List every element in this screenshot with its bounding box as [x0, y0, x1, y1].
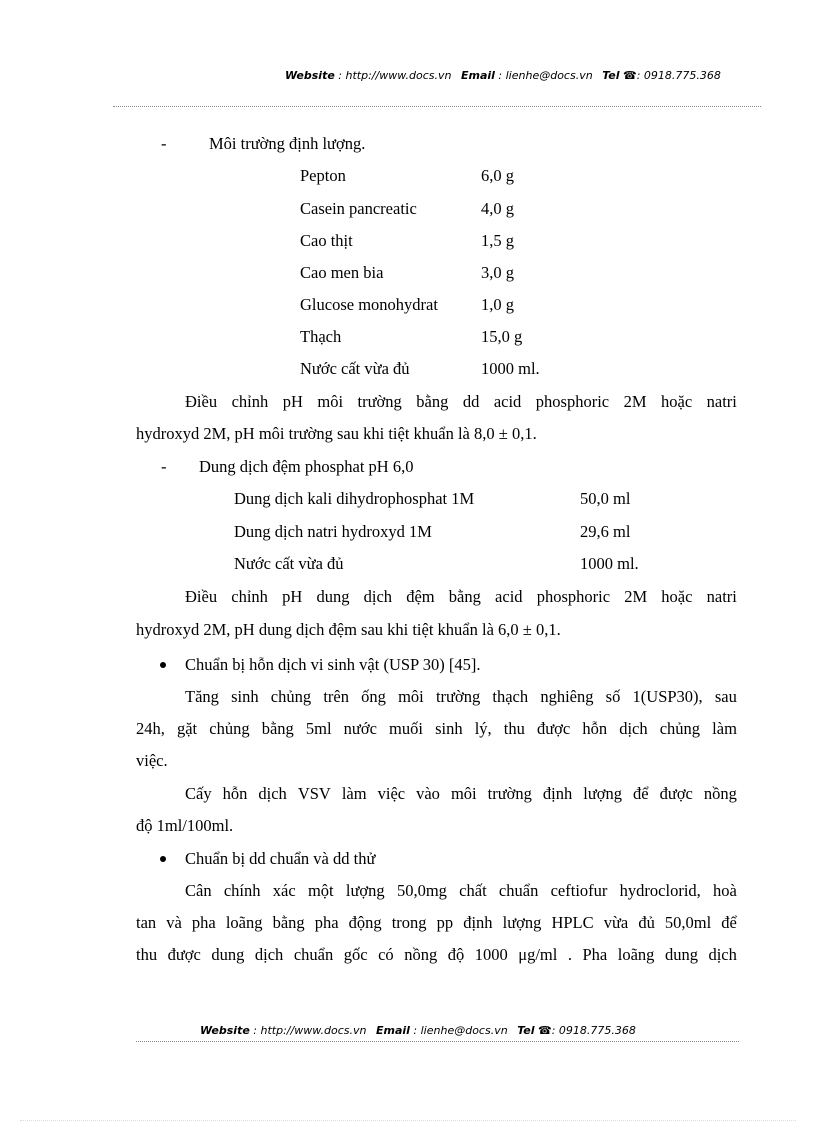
table-row-name: Nước cất vừa đủ: [234, 554, 344, 573]
phone-icon: ☎: [538, 1024, 552, 1037]
footer-website-link[interactable]: http://www.docs.vn: [260, 1024, 367, 1037]
table-row-value: 1000 ml.: [580, 554, 639, 573]
table-row-value: 3,0 g: [481, 263, 514, 282]
section4-paragraph-line: tan và pha loãng bằng pha động trong pp định lượng HPLC vừa đủ 50,0ml để: [136, 913, 737, 932]
footer-email-link[interactable]: lienhe@docs.vn: [420, 1024, 508, 1037]
table-row-name: Thạch: [300, 327, 342, 346]
header-tel-label: Tel: [602, 69, 620, 82]
page-footer: Website : http://www.docs.vn Email : lienhe@docs.vn Tel ☎: 0918.775.368: [200, 1024, 636, 1037]
table-row-name: Dung dịch natri hydroxyd 1M: [234, 522, 432, 541]
table-row-name: Pepton: [300, 166, 346, 185]
table-row-value: 6,0 g: [481, 166, 514, 185]
footer-tel-value: 0918.775.368: [558, 1024, 636, 1037]
header-website-label: Website: [285, 69, 335, 82]
section1-paragraph-line: hydroxyd 2M, pH môi trường sau khi tiệt khuẩn là 8,0 ± 0,1.: [136, 424, 537, 443]
header-email-link[interactable]: lienhe@docs.vn: [505, 69, 593, 82]
section3-paragraph-line: Cấy hỗn dịch VSV làm việc vào môi trường định lượng để được nồng: [185, 784, 737, 803]
table-row-value: 29,6 ml: [580, 522, 631, 541]
section4-bullet: [160, 856, 166, 862]
header-tel-value: 0918.775.368: [643, 69, 721, 82]
table-row-value: 4,0 g: [481, 199, 514, 218]
section3-title: Chuẩn bị hỗn dịch vi sinh vật (USP 30) [45].: [185, 655, 481, 674]
table-row-value: 1,0 g: [481, 295, 514, 314]
header-rule: [113, 106, 761, 107]
table-row-name: Cao men bia: [300, 263, 384, 282]
table-row-name: Glucose monohydrat: [300, 295, 438, 314]
footer-rule: [136, 1041, 739, 1042]
section4-title: Chuẩn bị dd chuẩn và dd thử: [185, 849, 376, 868]
section1-paragraph-line: Điều chỉnh pH môi trường bằng dd acid phosphoric 2M hoặc natri: [185, 392, 737, 411]
section3-paragraph-line: độ 1ml/100ml.: [136, 816, 234, 835]
table-row-name: Dung dịch kali dihydrophosphat 1M: [234, 489, 475, 508]
section3-paragraph-line: 24h, gặt chủng bằng 5ml nước muối sinh lý, thu được hỗn dịch chủng làm: [136, 719, 737, 738]
section2-dash: -: [161, 457, 167, 476]
section4-paragraph-line: thu được dung dịch chuẩn gốc có nồng độ 1000 μg/ml . Pha loãng dung dịch: [136, 945, 737, 964]
section3-bullet: [160, 662, 166, 668]
section1-title: Môi trường định lượng.: [209, 134, 366, 153]
table-row-value: 1,5 g: [481, 231, 514, 250]
phone-icon: ☎: [623, 69, 637, 82]
table-row-name: Casein pancreatic: [300, 199, 417, 218]
table-row-value: 1000 ml.: [481, 359, 540, 378]
section4-paragraph-line: Cân chính xác một lượng 50,0mg chất chuẩn ceftiofur hydroclorid, hoà: [185, 881, 737, 900]
section2-title: Dung dịch đệm phosphat pH 6,0: [199, 457, 414, 476]
section3-paragraph-line: việc.: [136, 751, 168, 770]
footer-email-label: Email: [375, 1024, 410, 1037]
table-row-name: Cao thịt: [300, 231, 353, 250]
section3-paragraph-line: Tăng sinh chủng trên ống môi trường thạch nghiêng số 1(USP30), sau: [185, 687, 737, 706]
section2-paragraph-line: Điều chỉnh pH dung dịch đệm bằng acid phosphoric 2M hoặc natri: [185, 587, 737, 606]
footer-website-label: Website: [200, 1024, 250, 1037]
table-row-name: Nước cất vừa đủ: [300, 359, 410, 378]
table-row-value: 15,0 g: [481, 327, 523, 346]
page-header: Website : http://www.docs.vn Email : lienhe@docs.vn Tel ☎: 0918.775.368: [285, 69, 721, 82]
header-email-label: Email: [460, 69, 495, 82]
footer-tel-label: Tel: [517, 1024, 535, 1037]
section1-dash: -: [161, 134, 167, 153]
table-row-value: 50,0 ml: [580, 489, 631, 508]
header-website-link[interactable]: http://www.docs.vn: [345, 69, 452, 82]
page-bottom-divider: [20, 1120, 796, 1121]
section2-paragraph-line: hydroxyd 2M, pH dung dịch đệm sau khi tiệt khuẩn là 6,0 ± 0,1.: [136, 620, 561, 639]
